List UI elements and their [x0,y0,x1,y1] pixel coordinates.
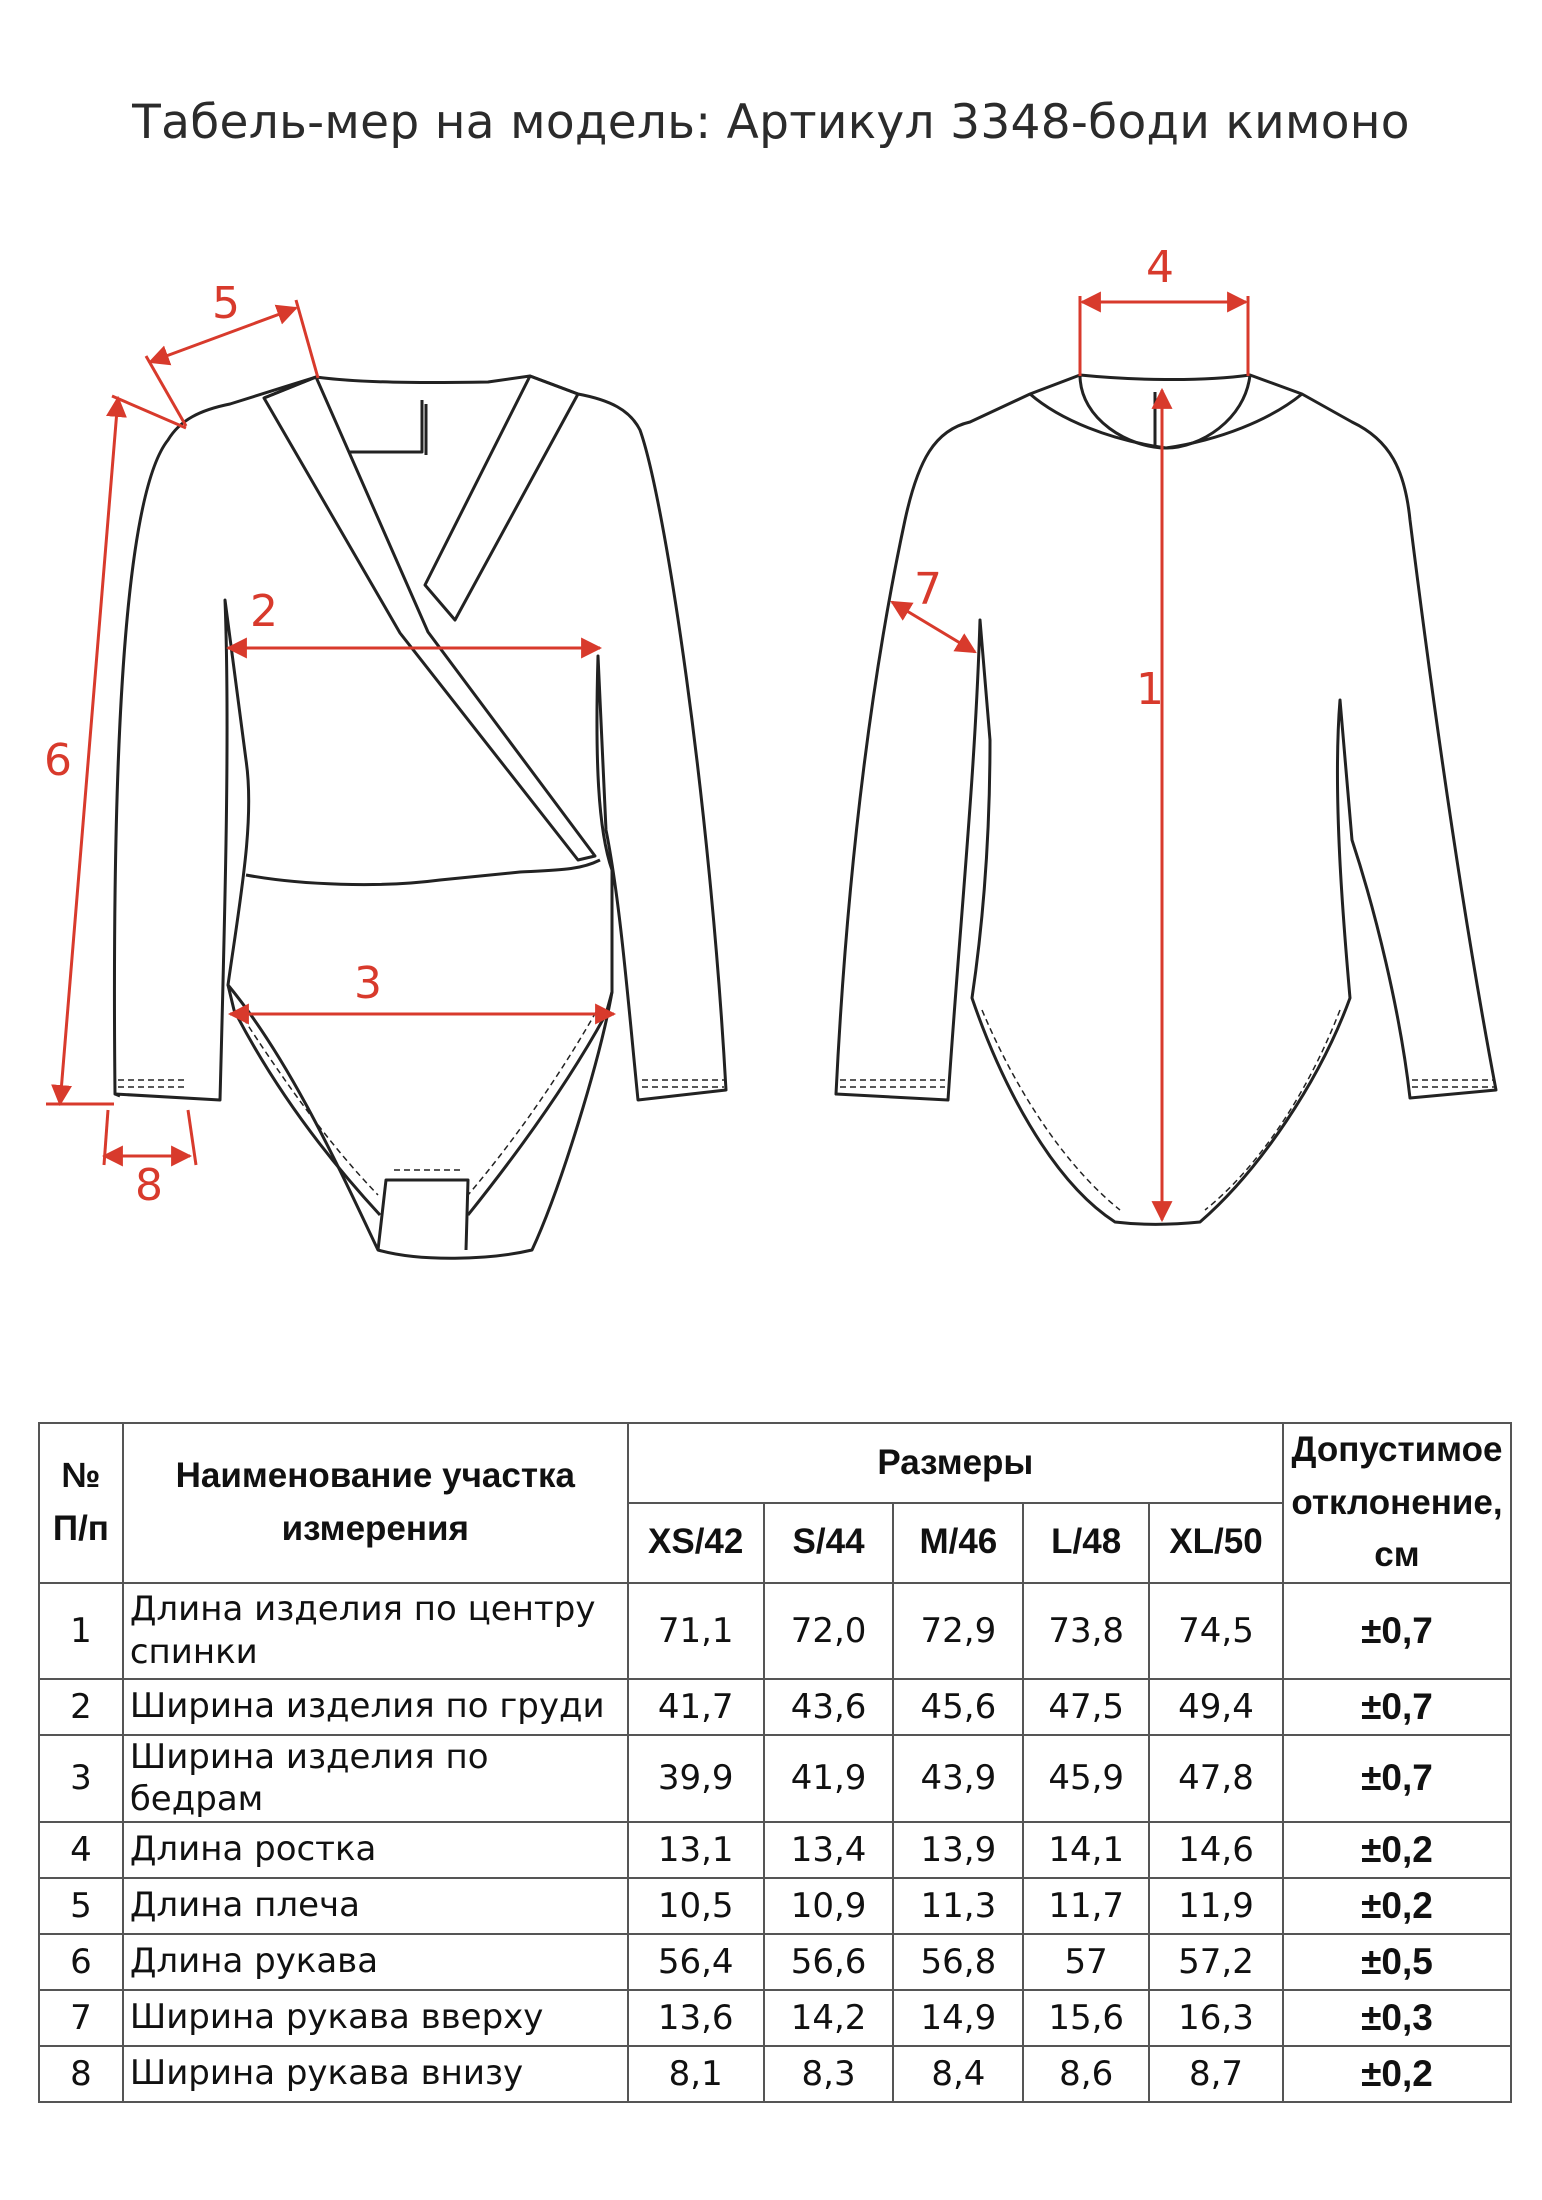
row-name: Длина ростка [123,1822,628,1878]
label-5: 5 [212,278,240,329]
row-value: 72,9 [893,1583,1023,1679]
row-value: 45,6 [893,1679,1023,1735]
row-value: 8,4 [893,2046,1023,2102]
row-value: 13,9 [893,1822,1023,1878]
row-tolerance: ±0,3 [1283,1990,1511,2046]
row-value: 16,3 [1149,1990,1283,2046]
label-1: 1 [1136,664,1164,715]
row-value: 73,8 [1023,1583,1149,1679]
row-value: 13,6 [628,1990,764,2046]
row-value: 10,5 [628,1878,764,1934]
page-title: Табель-мер на модель: Артикул 3348-боди кимоно [132,95,1410,150]
row-value: 49,4 [1149,1679,1283,1735]
row-value: 57 [1023,1934,1149,1990]
row-value: 47,8 [1149,1735,1283,1822]
label-6: 6 [44,735,72,786]
row-value: 14,9 [893,1990,1023,2046]
row-value: 56,6 [764,1934,894,1990]
row-name: Ширина рукава вверху [123,1990,628,2046]
row-number: 3 [39,1735,123,1822]
label-2: 2 [250,586,278,637]
row-value: 57,2 [1149,1934,1283,1990]
header-size: XL/50 [1149,1503,1283,1583]
row-name: Длина рукава [123,1934,628,1990]
table-row [39,1878,1511,1934]
row-value: 13,4 [764,1822,894,1878]
label-4: 4 [1146,242,1174,293]
row-value: 10,9 [764,1878,894,1934]
row-name: Ширина изделия по груди [123,1679,628,1735]
label-3: 3 [354,958,382,1009]
table-row [39,1990,1511,2046]
row-value: 72,0 [764,1583,894,1679]
row-value: 56,4 [628,1934,764,1990]
row-value: 43,9 [893,1735,1023,1822]
label-8: 8 [135,1160,163,1211]
header-size: M/46 [893,1503,1023,1583]
header-tolerance: Допустимое отклонение, см [1283,1423,1511,1583]
header-size: S/44 [764,1503,894,1583]
front-view [114,376,726,1258]
row-value: 71,1 [628,1583,764,1679]
row-tolerance: ±0,2 [1283,1878,1511,1934]
header-size: L/48 [1023,1503,1149,1583]
row-value: 11,7 [1023,1878,1149,1934]
row-value: 41,9 [764,1735,894,1822]
table-row [39,1822,1511,1878]
row-number: 1 [39,1583,123,1679]
row-name: Длина изделия по центру спинки [123,1583,628,1679]
row-value: 14,2 [764,1990,894,2046]
table-row [39,1679,1511,1735]
row-name: Длина плеча [123,1878,628,1934]
row-value: 41,7 [628,1679,764,1735]
label-7: 7 [914,564,942,615]
row-tolerance: ±0,5 [1283,1934,1511,1990]
row-number: 6 [39,1934,123,1990]
row-value: 11,9 [1149,1878,1283,1934]
row-tolerance: ±0,2 [1283,2046,1511,2102]
row-number: 7 [39,1990,123,2046]
header-name: Наименование участка измерения [123,1423,628,1583]
row-number: 4 [39,1822,123,1878]
measurement-labels [44,242,1174,1211]
row-tolerance: ±0,2 [1283,1822,1511,1878]
row-tolerance: ±0,7 [1283,1583,1511,1679]
row-value: 43,6 [764,1679,894,1735]
row-value: 14,6 [1149,1822,1283,1878]
row-value: 47,5 [1023,1679,1149,1735]
row-value: 13,1 [628,1822,764,1878]
row-value: 8,1 [628,2046,764,2102]
row-number: 2 [39,1679,123,1735]
row-value: 8,6 [1023,2046,1149,2102]
table-row [39,1735,1511,1822]
row-value: 8,7 [1149,2046,1283,2102]
row-value: 39,9 [628,1735,764,1822]
row-tolerance: ±0,7 [1283,1679,1511,1735]
table-row [39,1583,1511,1679]
row-name: Ширина изделия по бедрам [123,1735,628,1822]
row-value: 74,5 [1149,1583,1283,1679]
row-tolerance: ±0,7 [1283,1735,1511,1822]
row-value: 11,3 [893,1878,1023,1934]
row-value: 56,8 [893,1934,1023,1990]
row-value: 45,9 [1023,1735,1149,1822]
row-value: 15,6 [1023,1990,1149,2046]
row-number: 8 [39,2046,123,2102]
header-sizes: Размеры [628,1423,1283,1503]
header-size: XS/42 [628,1503,764,1583]
back-view [836,375,1496,1224]
row-name: Ширина рукава внизу [123,2046,628,2102]
measurements-table [38,1422,1512,2103]
row-number: 5 [39,1878,123,1934]
header-num: № П/п [39,1423,123,1583]
table-row [39,2046,1511,2102]
table-row [39,1934,1511,1990]
row-value: 8,3 [764,2046,894,2102]
row-value: 14,1 [1023,1822,1149,1878]
